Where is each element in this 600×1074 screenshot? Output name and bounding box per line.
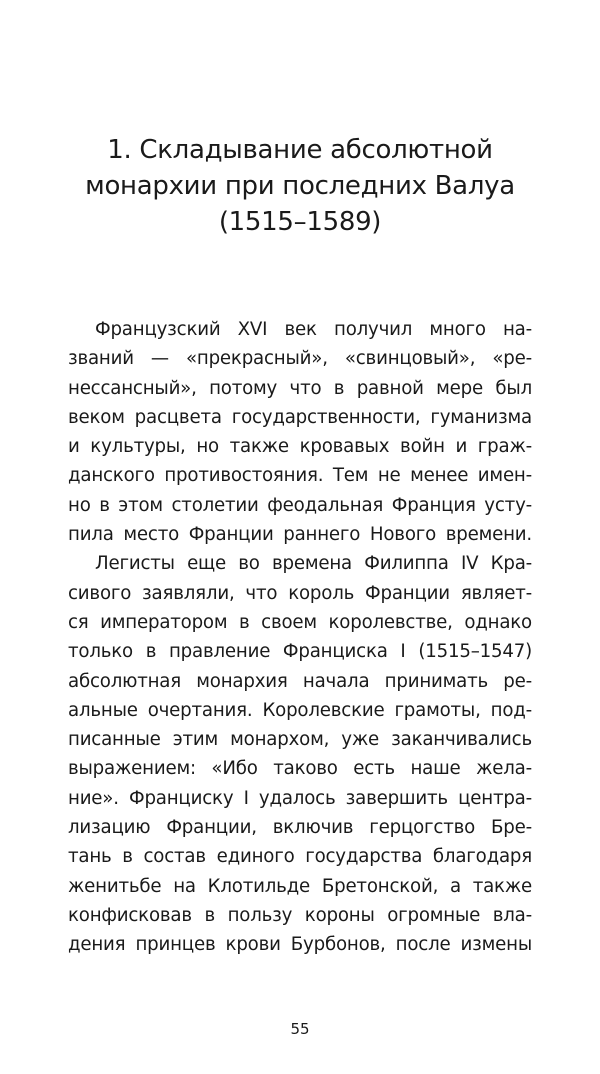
paragraph-1 [68,315,532,549]
text-line: Легисты еще во времена Филиппа IV Кра- [95,553,532,575]
text-line: выражением: «Ибо таково есть наше жела- [68,758,532,780]
text-line: женитьбе на Клотильде Бретонской, а также [68,875,532,897]
text-line: абсолютная монархия начала принимать ре- [68,670,532,692]
text-line: ние». Франциску I удалось завершить центра- [68,787,532,809]
chapter-title [40,132,560,240]
text-line: писанные этим монархом, уже заканчивались [68,729,532,751]
text-line: Французский XVI век получил много на- [95,319,532,340]
text-line: и культуры, но также кровавых войн и граж- [68,436,532,458]
page-number: 55 [290,1020,310,1038]
paragraph-2 [68,549,532,959]
text-line: ся императором в своем королевстве, однако [68,611,532,633]
text-line: нессансный», потому что в равной мере был [68,377,532,399]
text-line: данского противостояния. Тем не менее имен- [68,465,532,487]
chapter-title-line: 1. Складывание абсолютной [107,135,493,165]
text-line: но в этом столетии феодальная Франция усту- [68,494,532,516]
text-line: тань в состав единого государства благодаря [68,846,532,868]
text-line: лизацию Франции, включив герцогство Бре- [68,817,532,839]
text-line: пила место Франции раннего Нового времени. [68,524,532,546]
text-line: веком расцвета государственности, гуманизма [68,406,532,428]
text-line: альные очертания. Королевские грамоты, под- [68,699,532,721]
text-line: дения принцев крови Бурбонов, после измены [68,934,532,956]
text-line: званий — «прекрасный», «свинцовый», «ре- [68,348,532,370]
body-text [68,315,532,960]
chapter-title-line: (1515–1589) [218,207,382,237]
text-line: сивого заявляли, что король Франции являет- [68,582,532,604]
text-line: только в правление Франциска I (1515–1547) [68,641,532,663]
text-line: конфисковав в пользу короны огромные вла- [68,904,532,926]
chapter-title-line: монархии при последних Валуа [85,171,515,201]
